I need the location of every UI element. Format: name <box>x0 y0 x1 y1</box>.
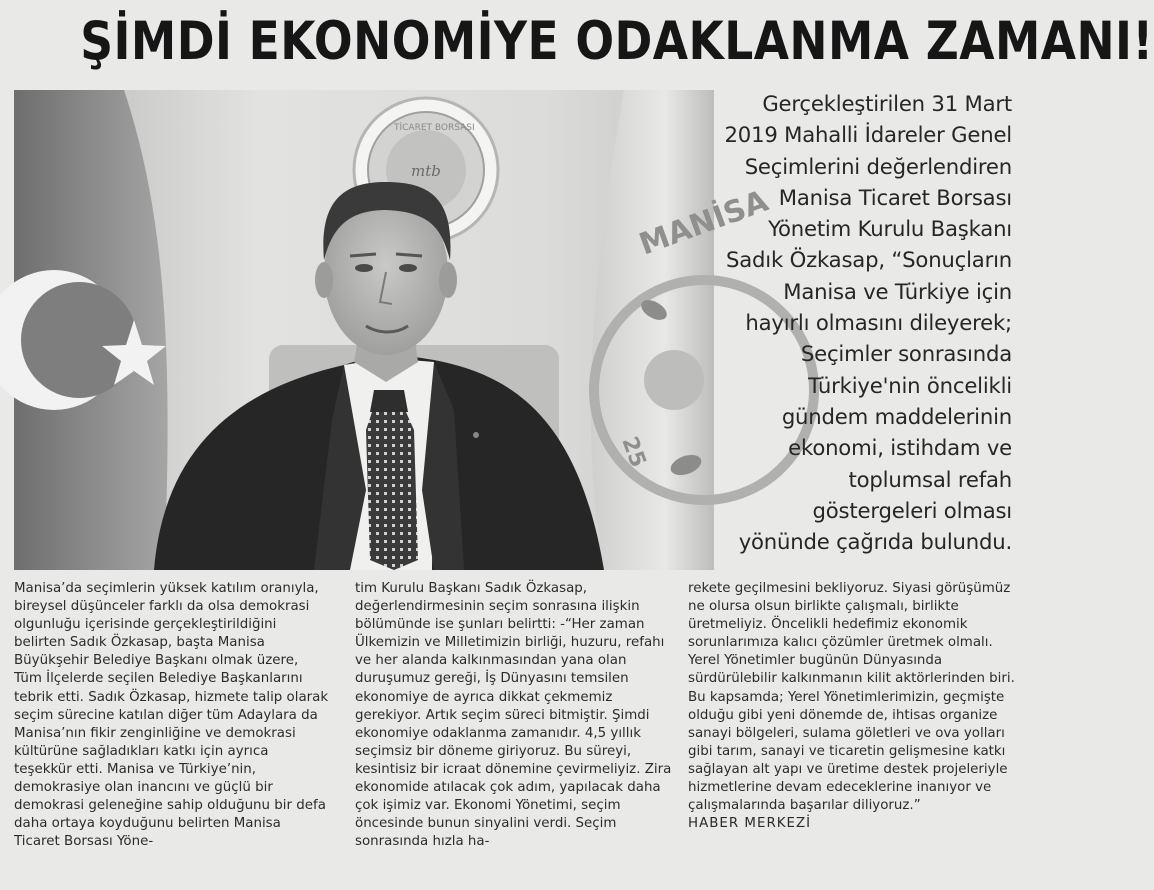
lead-paragraph: Gerçekleştirilen 31 Mart 2019 Mahalli İdareler Genel Seçimlerini değerlendiren Manisa Ticaret Borsası Yönetim Kurulu Başkanı Sadık Özkasap, “Sonuçların Manisa ve Türkiye için hayırlı olmasını dileyerek; Seçimler sonrasında Türkiye'nin öncelikli gündem maddelerinin ekonomi, istihdam ve toplumsal refah göstergeleri olması yönünde çağrıda bulundu. <box>724 91 1012 555</box>
headline: ŞİMDİ EKONOMİYE ODAKLANMA ZAMANI! <box>80 11 1154 72</box>
svg-text:TİCARET BORSASI: TİCARET BORSASI <box>394 123 475 133</box>
body-column-1: Manisa’da seçimlerin yüksek katılım oranıyla, bireysel düşünceler farklı da olsa demokrasi olgunluğu içerisinde gerçekleştirildiğini belirten Sadık Özkasap, başta Manisa Büyükşehir Belediye Başkanı olmak üzere, Tüm İlçelerde seçilen Belediye Başkanlarını tebrik etti. Sadık Özkasap, hizmete talip olarak seçim sürecine katılan diğer tüm Adaylara da Manisa’nın fikir zenginliğine ve demokrasi kültürüne sağladıkları katkı için ayrıca teşekkür etti. Manisa ve Türkiye’nin, demokrasiye olan inancını ve güçlü bir demokrasi geleneğine sahip olduğunu bir defa daha ortaya koyduğunu belirten Manisa Ticaret Borsası Yöne- <box>14 581 329 850</box>
body-column-3: rekete geçilmesini bekliyoruz. Siyasi görüşümüz ne olursa olsun birlikte çalışmalı, birlikte üretmeliyiz. Öncelikli hedefimiz ekonomik sorunlarımıza kalıcı çözümler üretmek olmalı. Yerel Yönetimler bugünün Dünyasında sürdürülebilir kalkınmanın kilit aktörlerinden biri. Bu kapsamda; Yerel Yönetimlerimizin, geçmişte olduğu gibi yeni dönemde de, ihtisas organize sanayi bölgeleri, sulama göletleri ve ova yolları gibi tarım, sanayi ve ticaretin gelişmesine katkı sağlayan alt yapı ve üretime destek projeleriyle hizmetlerine devam edeceklerine inanıyor ve çalışmalarında başarılar diliyoruz.” HABER MERKEZİ <box>688 580 1018 885</box>
byline: HABER MERKEZİ <box>688 816 812 832</box>
article-photo <box>14 90 773 570</box>
body-column-2: tim Kurulu Başkanı Sadık Özkasap, değerlendirmesinin seçim sonrasına ilişkin bölümünde ise şunları belirtti: -“Her zaman Ülkemizin ve Milletimizin birliği, huzuru, refahı ve her alanda kalkınmasından yana olan duruşumuz gereği, İş Dünyasını temsilen ekonomiye de ayrıca dikkat çekmemiz gerekiyor. Artık seçim süreci bitmiştir. Şimdi ekonomiye odaklanma zamanıdır. 4,5 yıllık seçimsiz bir döneme giriyoruz. Bu süreyi, kesintisiz bir icraat dönemine çevirmeliyiz. Zira ekonomide atılacak çok adım, yapılacak daha çok işimiz var. Ekonomi Yönetimi, seçim öncesinde bunun sinyalini verdi. Seçim sonrasında hızla ha- <box>355 581 672 850</box>
svg-text:MANİSA: MANİSA <box>634 183 773 263</box>
svg-text:mtb: mtb <box>411 162 441 180</box>
svg-text:25: 25 <box>616 433 651 471</box>
turkish-flag <box>0 90 168 570</box>
